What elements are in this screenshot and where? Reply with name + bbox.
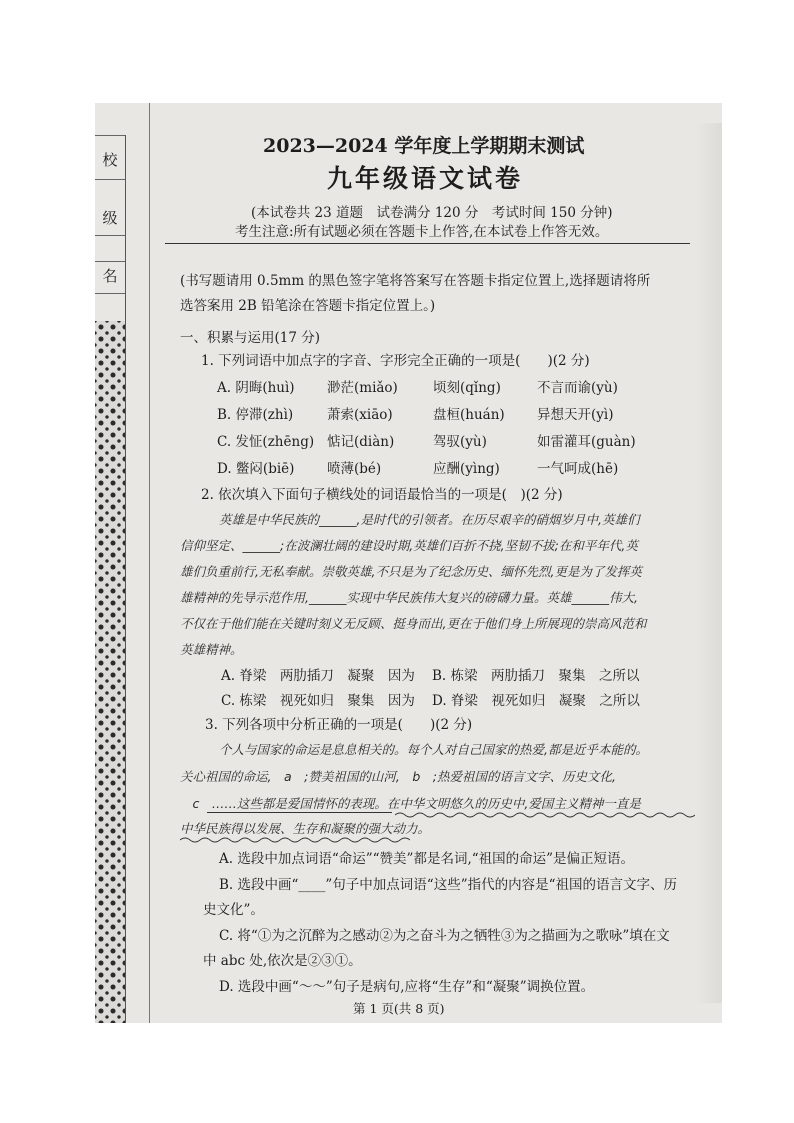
q1-option: 不言而谕(yù) [537, 380, 618, 396]
q2-passage-line: 英雄精神。 [180, 642, 243, 657]
q1-option: 如雷灌耳(guàn) [537, 434, 636, 450]
binding-class-label: 级 [102, 209, 118, 227]
exam-paper [95, 103, 722, 1023]
q3-passage-line: 中华民族得以发展、生存和凝聚的强大动力。 [180, 821, 431, 836]
instruction-line-1: (书写题请用 0.5mm 的黑色签字笔将答案写在答题卡指定位置上,选择题请将所 [180, 273, 651, 289]
q1-option: B. 停滞(zhì) [217, 407, 294, 423]
straight-underline [207, 812, 392, 813]
binding-school-label: 校 [102, 151, 118, 169]
q3-option: B. 选段中画“____”句子中加点词语“这些”指代的内容是“祖国的语言文字、历 [219, 877, 678, 893]
exam-info: (本试卷共 23 道题 试卷满分 120 分 考试时间 150 分钟) [251, 205, 613, 221]
q3-option: A. 选段中加点词语“命运”“赞美”都是名词,“祖国的命运”是偏正短语。 [219, 851, 635, 867]
binding-line [95, 135, 125, 136]
q1-option: 萧索(xiāo) [327, 407, 393, 423]
q1-option: 应酬(yìng) [433, 461, 500, 477]
header-divider [165, 243, 690, 244]
q2-option: D. 脊梁 视死如归 凝聚 之所以 [432, 693, 640, 709]
q2-passage-line: 英雄是中华民族的______,是时代的引领者。在历尽艰辛的硝烟岁月中,英雄们 [219, 512, 640, 527]
q3-option-continued: 中 abc 处,依次是②③①。 [203, 953, 362, 969]
exam-notice: 考生注意:所有试题必须在答题卡上作答,在本试卷上作答无效。 [235, 224, 609, 240]
q1-option: 一气呵成(hē) [537, 461, 619, 477]
q1-option: D. 鳖闷(biē) [217, 461, 295, 477]
instruction-line-2: 选答案用 2B 铅笔涂在答题卡指定位置上。) [180, 298, 436, 314]
section-1-title: 一、积累与运用(17 分) [180, 330, 321, 346]
q1-option: 渺茫(miǎo) [327, 380, 398, 396]
margin-rule [149, 103, 150, 1023]
binding-pattern [95, 321, 125, 1023]
q1-option: 喷薄(bé) [327, 461, 382, 477]
wavy-underline [395, 811, 695, 819]
q3-passage-line: c ……这些都是爱国情怀的表现。在中华文明悠久的历史中,爱国主义精神一直是 [180, 796, 641, 811]
q2-passage-line: 雄精神的先导示范作用,______实现中华民族伟大复兴的磅礴力量。英雄______伟大, [180, 590, 638, 605]
q1-option: 顷刻(qǐng) [433, 380, 501, 396]
q2-option: B. 栋梁 两肋插刀 聚集 之所以 [432, 668, 640, 684]
q1-stem: 1. 下列词语中加点字的字音、字形完全正确的一项是( )(2 分) [201, 353, 590, 369]
binding-line [95, 261, 125, 262]
q1-option: 盘桓(huán) [433, 407, 505, 423]
binding-name-label: 名 [102, 267, 118, 285]
q1-option: 异想天开(yì) [537, 407, 614, 423]
paper-title: 九年级语文试卷 [327, 164, 524, 193]
q1-option: A. 阴晦(huì) [217, 380, 295, 396]
q3-option: D. 选段中画“～～”句子是病句,应将“生存”和“凝聚”调换位置。 [219, 979, 595, 995]
q3-stem: 3. 下列各项中分析正确的一项是( )(2 分) [205, 717, 473, 733]
q3-passage-line: 个人与国家的命运是息息相关的。每个人对自己国家的热爱,都是近乎本能的。 [219, 742, 648, 757]
q3-passage-line: 关心祖国的命运, a ;赞美祖国的山河, b ;热爱祖国的语言文字、历史文化, [180, 769, 616, 784]
q2-passage-line: 不仅在于他们能在关键时刻义无反顾、挺身而出,更在于他们身上所展现的崇高风范和 [180, 616, 647, 631]
binding-line [95, 179, 125, 180]
q2-option: C. 栋梁 视死如归 聚集 因为 [221, 693, 415, 709]
q2-option: A. 脊梁 两肋插刀 凝聚 因为 [221, 668, 415, 684]
page-number: 第 1 页(共 8 页) [353, 1001, 445, 1016]
q3-option: C. 将“①为之沉醉为之感动②为之奋斗为之牺牲③为之描画为之歌咏”填在文 [219, 928, 670, 944]
q1-option: 惦记(diàn) [327, 434, 395, 450]
exam-title: 2023—2024 学年度上学期期末测试 [263, 135, 585, 157]
q1-option: 驾驭(yù) [433, 434, 487, 450]
q2-passage-line: 雄们负重前行,无私奉献。崇敬英雄,不只是为了纪念历史、缅怀先烈,更是为了发挥英 [180, 564, 642, 579]
q2-passage-line: 信仰坚定、______;在波澜壮阔的建设时期,英雄们百折不挠,坚韧不拔;在和平年代,英 [180, 538, 638, 553]
q1-option: C. 发怔(zhēng) [217, 434, 315, 450]
q3-option-continued: 史文化”。 [203, 902, 264, 918]
bleed-through-edge [696, 123, 722, 1003]
binding-line [95, 235, 125, 236]
binding-line [95, 293, 125, 294]
wavy-underline [180, 836, 410, 844]
q2-stem: 2. 依次填入下面句子横线处的词语最恰当的一项是( )(2 分) [201, 487, 563, 503]
